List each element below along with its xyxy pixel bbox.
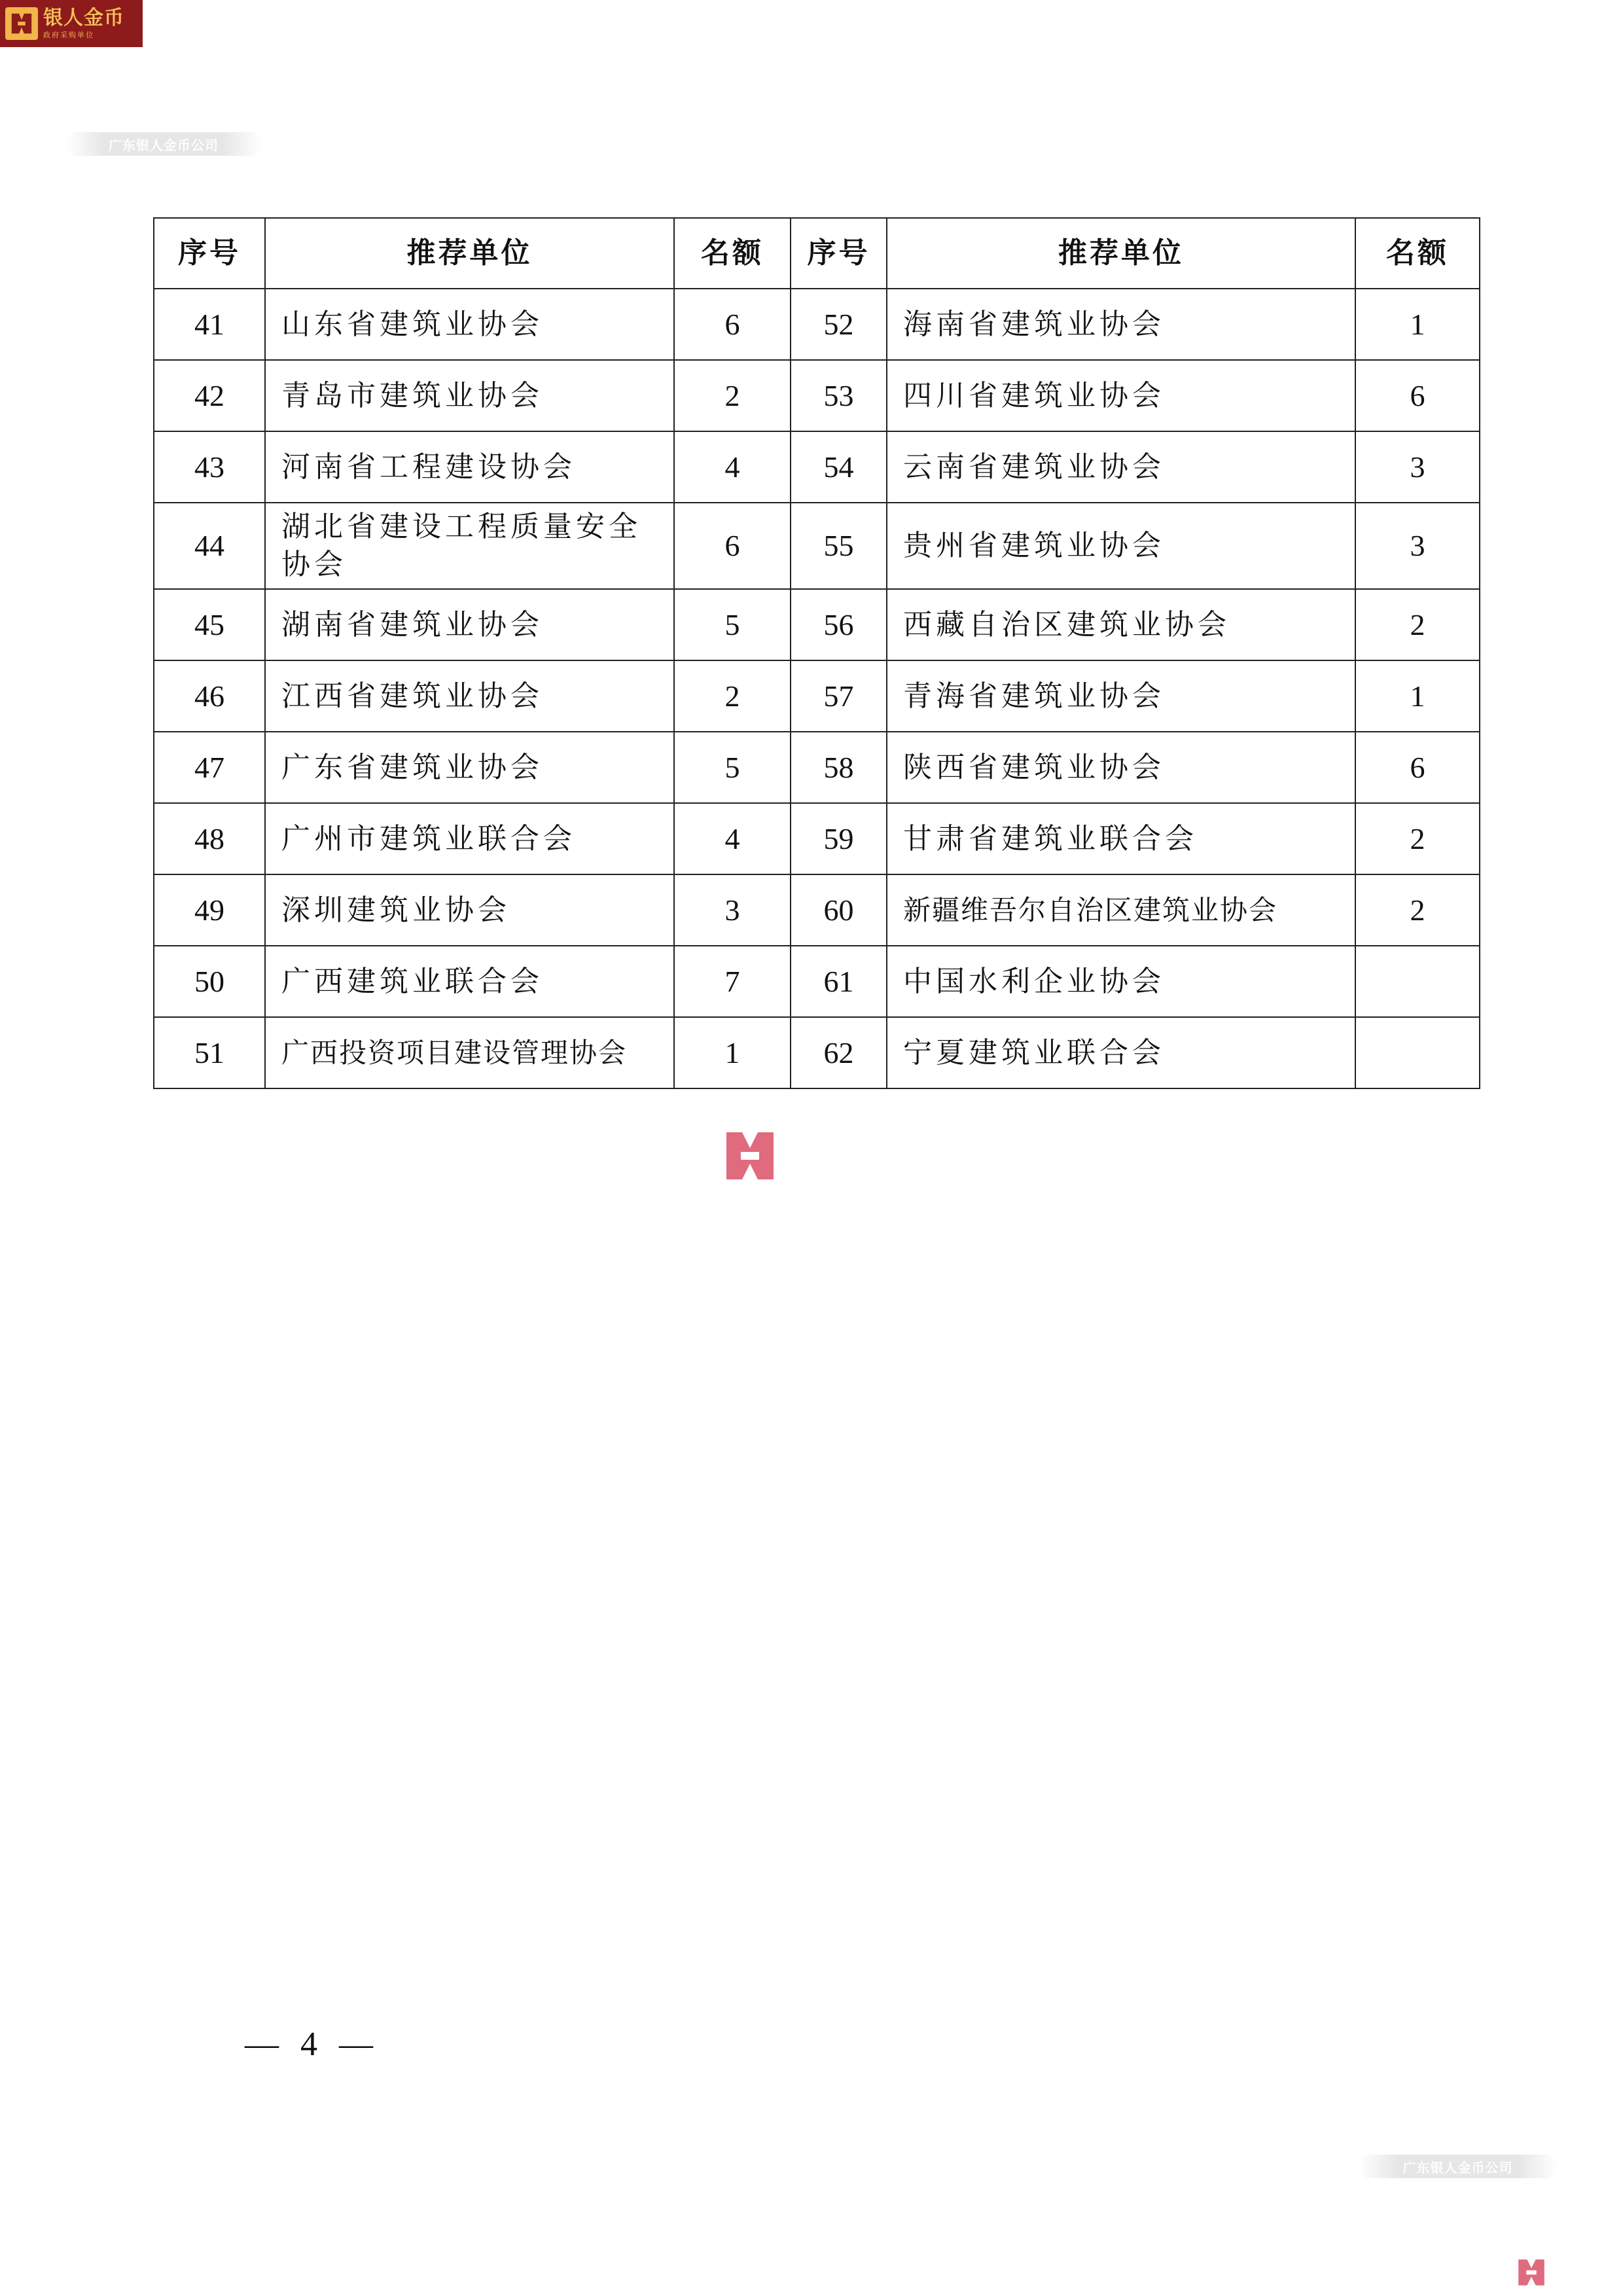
right-seq: 57 [791, 660, 887, 732]
left-org: 广东省建筑业协会 [265, 732, 674, 803]
right-org: 青海省建筑业协会 [887, 660, 1355, 732]
table-row [154, 732, 1480, 803]
table-row [154, 589, 1480, 660]
right-seq: 55 [791, 503, 887, 589]
left-org: 广西建筑业联合会 [265, 946, 674, 1017]
right-seq: 60 [791, 874, 887, 946]
left-quota: 7 [674, 946, 791, 1017]
left-org: 河南省工程建设协会 [265, 431, 674, 503]
left-quota: 5 [674, 732, 791, 803]
right-quota: 2 [1355, 589, 1480, 660]
corner-logo-icon [1517, 2258, 1546, 2287]
left-quota: 4 [674, 803, 791, 874]
table-row [154, 360, 1480, 431]
table-row [154, 946, 1480, 1017]
right-quota: 6 [1355, 732, 1480, 803]
watermark-top: 广东银人金币公司 [65, 132, 262, 156]
right-quota: 3 [1355, 503, 1480, 589]
right-org: 宁夏建筑业联合会 [887, 1017, 1355, 1088]
table-row [154, 660, 1480, 732]
right-org: 西藏自治区建筑业协会 [887, 589, 1355, 660]
left-seq: 47 [154, 732, 265, 803]
right-quota: 6 [1355, 360, 1480, 431]
left-quota: 5 [674, 589, 791, 660]
right-quota [1355, 946, 1480, 1017]
left-quota: 2 [674, 660, 791, 732]
left-seq: 44 [154, 503, 265, 589]
right-org: 中国水利企业协会 [887, 946, 1355, 1017]
right-org: 云南省建筑业协会 [887, 431, 1355, 503]
right-org: 陕西省建筑业协会 [887, 732, 1355, 803]
right-quota: 2 [1355, 803, 1480, 874]
right-org: 海南省建筑业协会 [887, 289, 1355, 360]
table-header-row [154, 218, 1480, 289]
right-seq: 59 [791, 803, 887, 874]
left-quota: 2 [674, 360, 791, 431]
table-row [154, 1017, 1480, 1088]
header-org-left: 推荐单位 [265, 218, 674, 289]
right-seq: 62 [791, 1017, 887, 1088]
left-org: 江西省建筑业协会 [265, 660, 674, 732]
right-org: 贵州省建筑业协会 [887, 503, 1355, 589]
left-seq: 43 [154, 431, 265, 503]
right-seq: 52 [791, 289, 887, 360]
header-quota-right: 名额 [1355, 218, 1480, 289]
brand-badge [0, 0, 143, 47]
left-seq: 42 [154, 360, 265, 431]
left-seq: 51 [154, 1017, 265, 1088]
left-quota: 6 [674, 289, 791, 360]
table-row [154, 874, 1480, 946]
left-quota: 1 [674, 1017, 791, 1088]
brand-name: 银人金币 [43, 7, 124, 29]
header-org-right: 推荐单位 [887, 218, 1355, 289]
right-seq: 54 [791, 431, 887, 503]
right-quota: 1 [1355, 660, 1480, 732]
left-org: 山东省建筑业协会 [265, 289, 674, 360]
page-number: — 4 — [245, 2026, 380, 2063]
left-quota: 3 [674, 874, 791, 946]
left-seq: 49 [154, 874, 265, 946]
header-seq-left: 序号 [154, 218, 265, 289]
silver-coin-logo-icon [724, 1130, 776, 1182]
left-org: 青岛市建筑业协会 [265, 360, 674, 431]
header-quota-left: 名额 [674, 218, 791, 289]
header-seq-right: 序号 [791, 218, 887, 289]
right-org: 新疆维吾尔自治区建筑业协会 [887, 874, 1355, 946]
table-row [154, 503, 1480, 589]
left-org: 湖南省建筑业协会 [265, 589, 674, 660]
left-org: 广州市建筑业联合会 [265, 803, 674, 874]
table-row [154, 803, 1480, 874]
table-row [154, 289, 1480, 360]
left-seq: 45 [154, 589, 265, 660]
left-seq: 50 [154, 946, 265, 1017]
table-row [154, 431, 1480, 503]
right-quota: 2 [1355, 874, 1480, 946]
left-seq: 41 [154, 289, 265, 360]
left-quota: 6 [674, 503, 791, 589]
right-seq: 56 [791, 589, 887, 660]
brand-slogan: 政府采购单位 [43, 31, 94, 39]
right-seq: 58 [791, 732, 887, 803]
left-org: 深圳建筑业协会 [265, 874, 674, 946]
left-seq: 46 [154, 660, 265, 732]
right-seq: 61 [791, 946, 887, 1017]
left-org: 广西投资项目建设管理协会 [265, 1017, 674, 1088]
left-seq: 48 [154, 803, 265, 874]
right-quota: 3 [1355, 431, 1480, 503]
watermark-bottom: 广东银人金币公司 [1358, 2155, 1558, 2178]
right-org: 四川省建筑业协会 [887, 360, 1355, 431]
brand-logo-icon [5, 7, 38, 40]
right-org: 甘肃省建筑业联合会 [887, 803, 1355, 874]
right-quota: 1 [1355, 289, 1480, 360]
left-quota: 4 [674, 431, 791, 503]
left-org: 湖北省建设工程质量安全协会 [265, 503, 674, 589]
quota-table [153, 217, 1480, 1089]
right-seq: 53 [791, 360, 887, 431]
right-quota [1355, 1017, 1480, 1088]
